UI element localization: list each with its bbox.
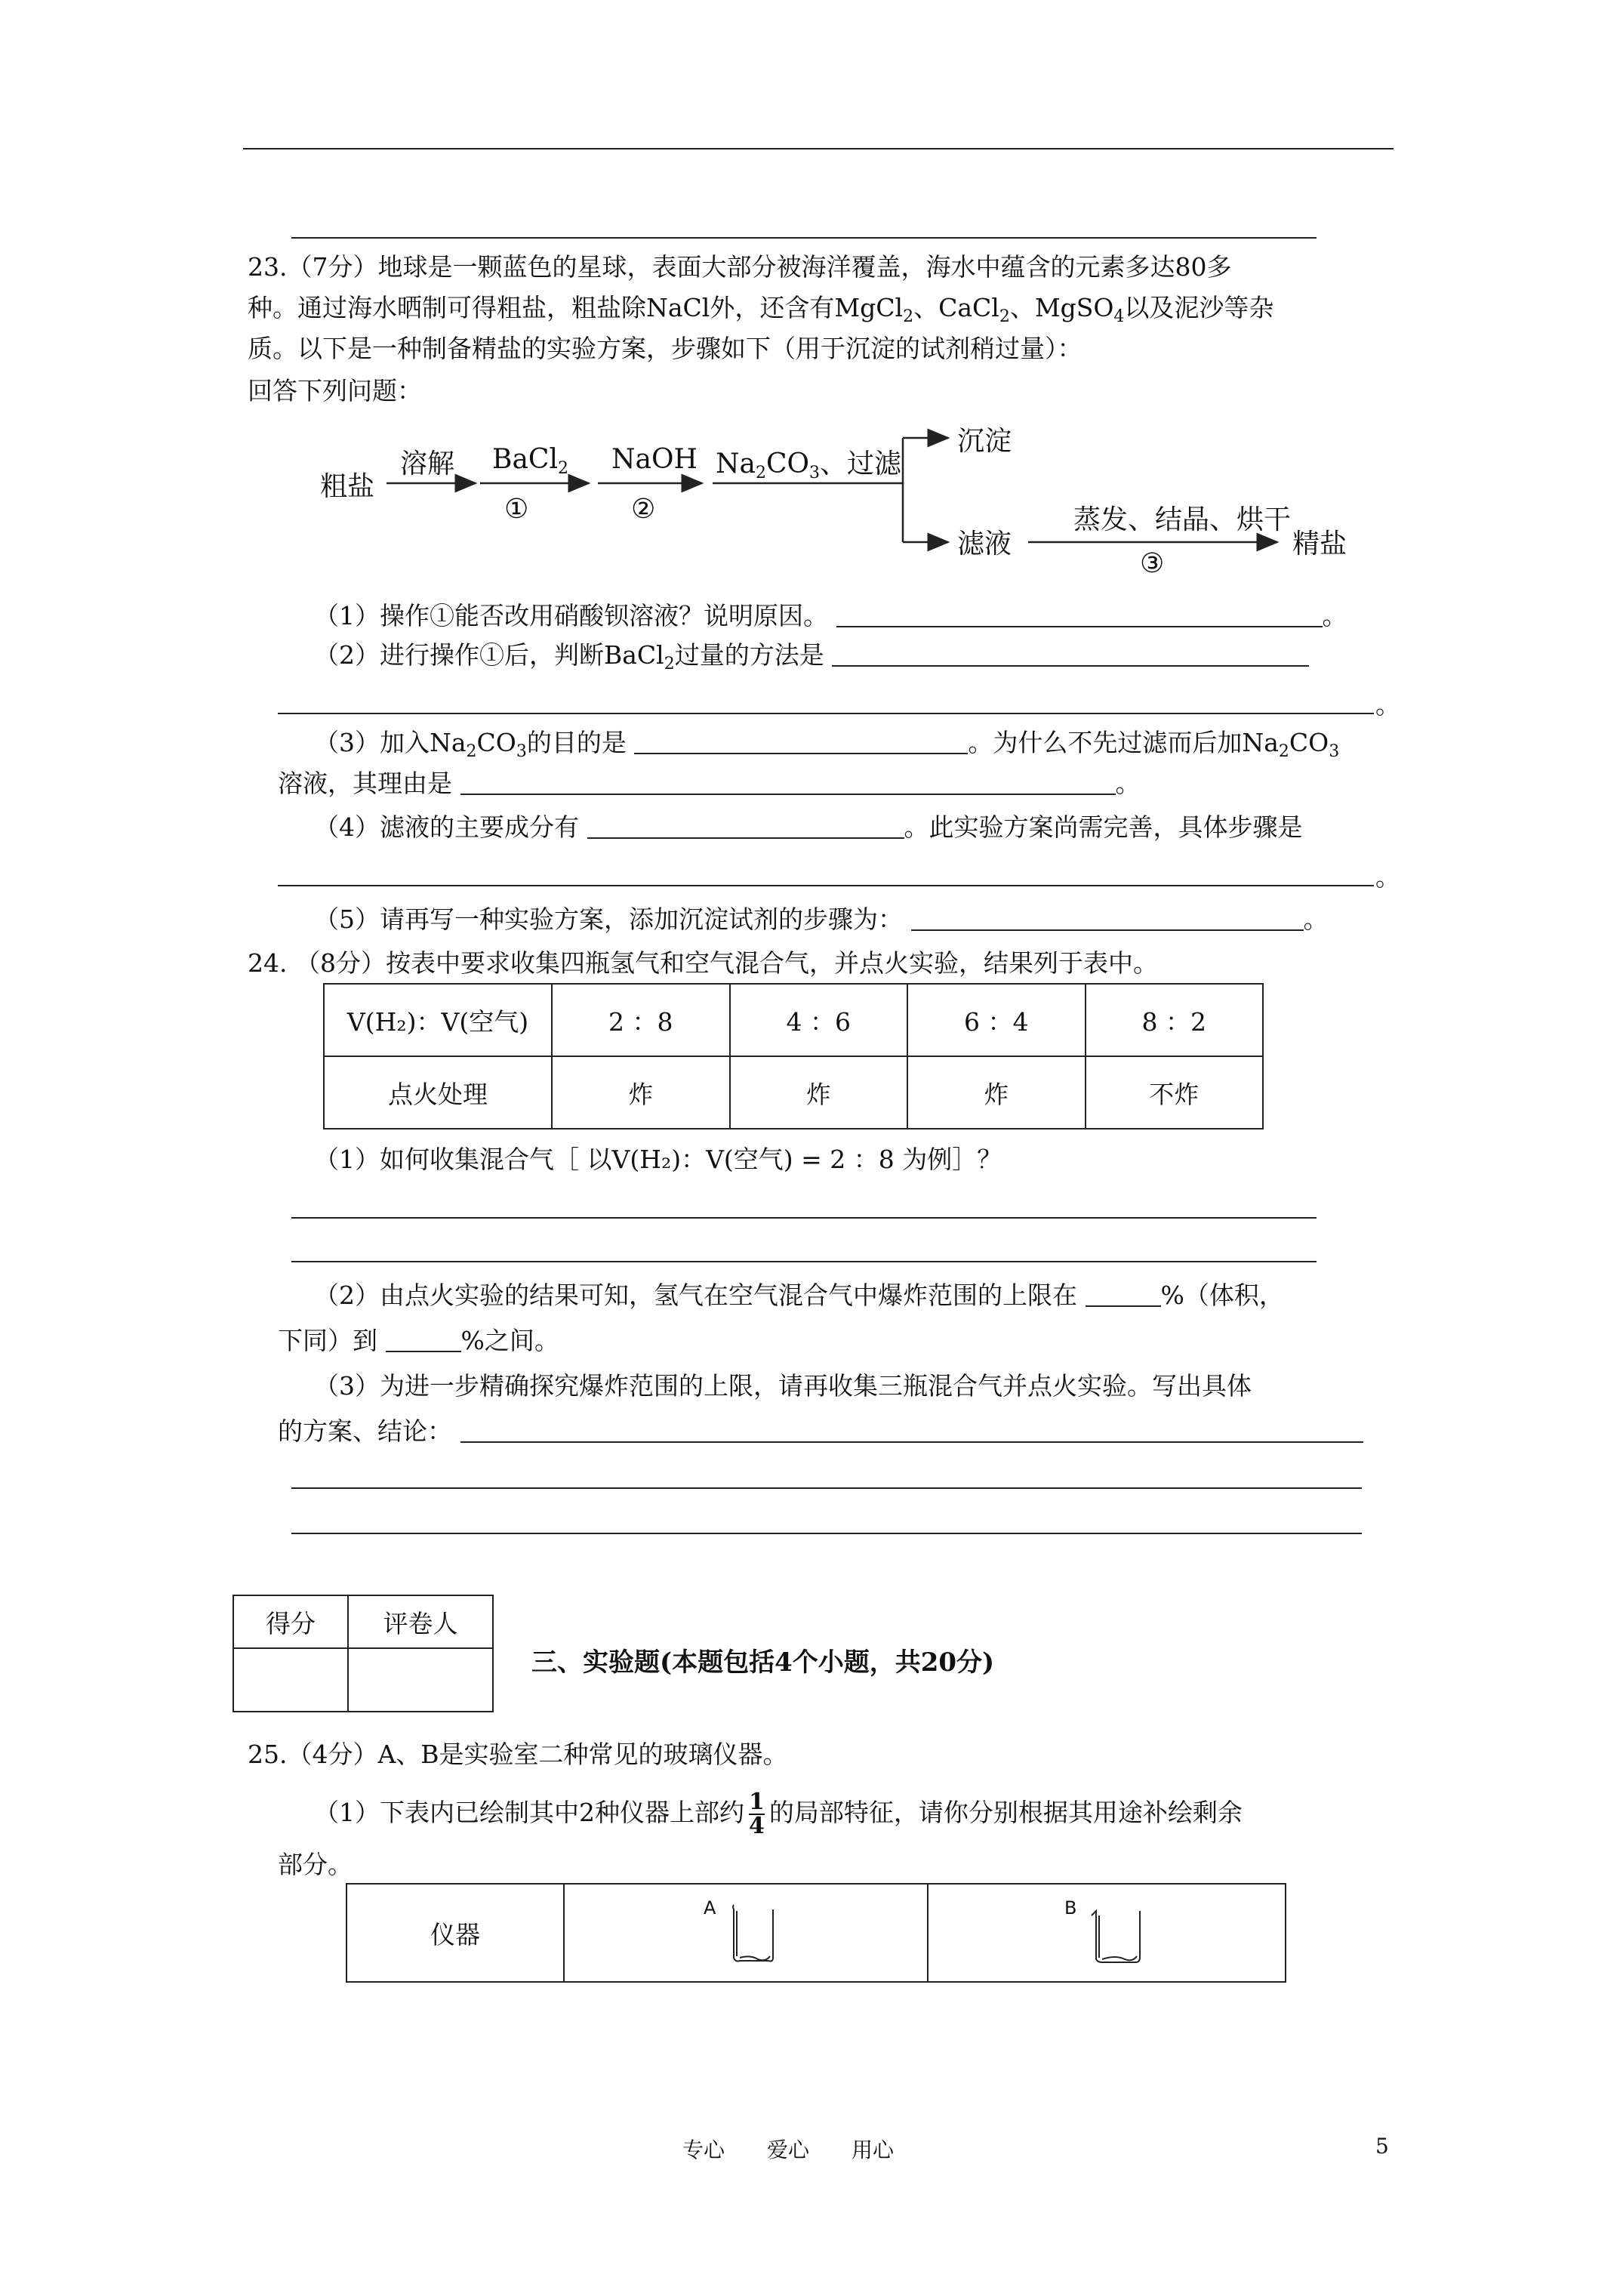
q24-s1-answer-line-1[interactable] [291, 1217, 1317, 1219]
instrument-a-cell[interactable] [564, 1884, 928, 1982]
q24-upper-limit-blank-2[interactable] [386, 1328, 461, 1352]
instrument-b-sketch-icon [1089, 1902, 1149, 1965]
score-box [233, 1595, 494, 1712]
footer-motto: 专心 爱心 用心 [682, 2137, 895, 2162]
score-cell[interactable] [233, 1648, 348, 1712]
flow-step5-number: ③ [1140, 548, 1165, 579]
score-label: 得分 [233, 1595, 348, 1648]
instrument-a-sketch-icon [728, 1902, 781, 1965]
q24-s3-line2: 的方案、结论： [278, 1415, 1363, 1448]
flow-step2-label: BaCl$_2$ [492, 444, 568, 478]
instrument-label: 仪器 [346, 1884, 564, 1982]
q24-s1-answer-line-2[interactable] [291, 1261, 1317, 1262]
q23-s1-answer-blank[interactable] [836, 603, 1323, 627]
flow-step4-label: $Na_2CO_3$、过滤 [716, 448, 902, 482]
q25-s1-line2: 部分。 [278, 1850, 353, 1879]
q24-result-1: 炸 [552, 1056, 730, 1129]
flow-branch-filtrate: 滤液 [957, 529, 1012, 559]
q24-data-table [323, 983, 1264, 1130]
flow-start: 粗盐 [320, 471, 375, 502]
q23-s5-answer-blank[interactable] [911, 907, 1304, 931]
fraction-numerator: 1 [749, 1789, 765, 1815]
q24-line1: 24. （8分）按表中要求收集四瓶氢气和空气混合气，并点火实验，结果列于表中。 [248, 948, 1158, 978]
grader-cell[interactable] [348, 1648, 493, 1712]
q23-s3-purpose-blank[interactable] [634, 730, 968, 754]
q24-header-4-6: 4 ：6 [730, 984, 908, 1056]
q24-s3-line1: （3）为进一步精确探究爆炸范围的上限，请再收集三瓶混合气并点火实验。写出具体 [314, 1371, 1252, 1401]
q23-line2: 种。通过海水晒制可得粗盐，粗盐除NaCl外，还含有MgCl$_2$、CaCl$_2$、MgSO$_4$以及泥沙等杂 [248, 293, 1274, 326]
q24-s3-answer-line-2[interactable] [291, 1487, 1362, 1489]
q23-s2-answer-blank[interactable] [832, 643, 1309, 667]
flow-end: 精盐 [1292, 529, 1347, 559]
q24-row-label: 点火处理 [324, 1056, 552, 1129]
instrument-b-cell[interactable] [928, 1884, 1286, 1982]
q25-instrument-table [346, 1883, 1286, 1983]
q24-s1: （1）如何收集混合气［ 以V(H₂)：V(空气) = 2 ：8 为例］？ [314, 1145, 1002, 1174]
q23-s3-reason-blank[interactable] [460, 771, 1116, 795]
flow-branch-precipitate: 沉淀 [957, 426, 1012, 457]
q23-s3-line1: （3）加入$Na_2CO_3$的目的是 。为什么不先过滤而后加$Na_2CO_3$ [314, 728, 1340, 761]
q24-header-6-4: 6 ：4 [907, 984, 1086, 1056]
grader-label: 评卷人 [348, 1595, 493, 1648]
q23-s2: （2）进行操作①后，判断BaCl$_2$过量的方法是 [314, 639, 1309, 672]
q23-s4-components-blank[interactable] [587, 815, 904, 839]
q24-s2-line1: （2）由点火实验的结果可知，氢气在空气混合气中爆炸范围的上限在 %（体积， [314, 1281, 1284, 1310]
q23-line3: 质。以下是一种制备精盐的实验方案，步骤如下（用于沉淀的试剂稍过量）： [248, 334, 1083, 363]
q24-header-ratio: V(H₂)：V(空气) [324, 984, 552, 1056]
flow-arrows [0, 0, 1623, 604]
flow-step1-label: 溶解 [400, 448, 455, 479]
q24-upper-limit-blank-1[interactable] [1086, 1283, 1161, 1307]
q25-line1: 25.（4分）A、B是实验室二种常见的玻璃仪器。 [248, 1740, 788, 1769]
q24-s2-line2: 下同）到 %之间。 [278, 1326, 559, 1355]
page-number: 5 [1375, 2134, 1389, 2159]
q23-line4: 回答下列问题： [248, 376, 422, 405]
q23-s1: （1）操作①能否改用硝酸钡溶液？说明原因。 。 [314, 601, 1347, 630]
q23-s4-answer-line[interactable] [278, 885, 1374, 886]
flow-step2-number: ① [504, 494, 529, 525]
q23-s2-answer-line[interactable] [278, 713, 1374, 714]
q23-s4-period: 。 [1375, 862, 1400, 892]
flow-step5-label: 蒸发、结晶、烘干 [1073, 504, 1292, 535]
q23-s5: （5）请再写一种实验方案，添加沉淀试剂的步骤为： 。 [314, 905, 1329, 934]
fraction-denominator: 4 [749, 1813, 765, 1839]
flow-step3-label: NaOH [611, 444, 698, 475]
flow-step3-number: ② [631, 494, 656, 525]
instrument-a-label: A [704, 1897, 716, 1918]
q24-header-2-8: 2 ：8 [552, 984, 730, 1056]
q24-result-4: 不炸 [1086, 1056, 1264, 1129]
q23-s2-period: 。 [1375, 690, 1400, 720]
q23-line1: 23.（7分）地球是一颗蓝色的星球，表面大部分被海洋覆盖，海水中蕴含的元素多达80多 [248, 252, 1232, 282]
q24-s3-answer-blank[interactable] [460, 1419, 1363, 1443]
section-3-heading: 三、实验题(本题包括4个小题，共20分) [531, 1647, 995, 1678]
q23-s3-line2: 溶液，其理由是 。 [278, 769, 1141, 798]
instrument-b-label: B [1064, 1897, 1077, 1918]
q24-s3-answer-line-3[interactable] [291, 1533, 1362, 1534]
q25-s1-line1: （1）下表内已绘制其中2种仪器上部约 $\frac{1}{4}$ 的局部特征，请你分别根据其用途补绘剩余 [314, 1789, 1243, 1839]
q24-result-2: 炸 [730, 1056, 908, 1129]
q24-header-8-2: 8 ：2 [1086, 984, 1264, 1056]
q23-s4: （4）滤液的主要成分有 。此实验方案尚需完善，具体步骤是 [314, 812, 1303, 842]
q24-result-3: 炸 [907, 1056, 1086, 1129]
